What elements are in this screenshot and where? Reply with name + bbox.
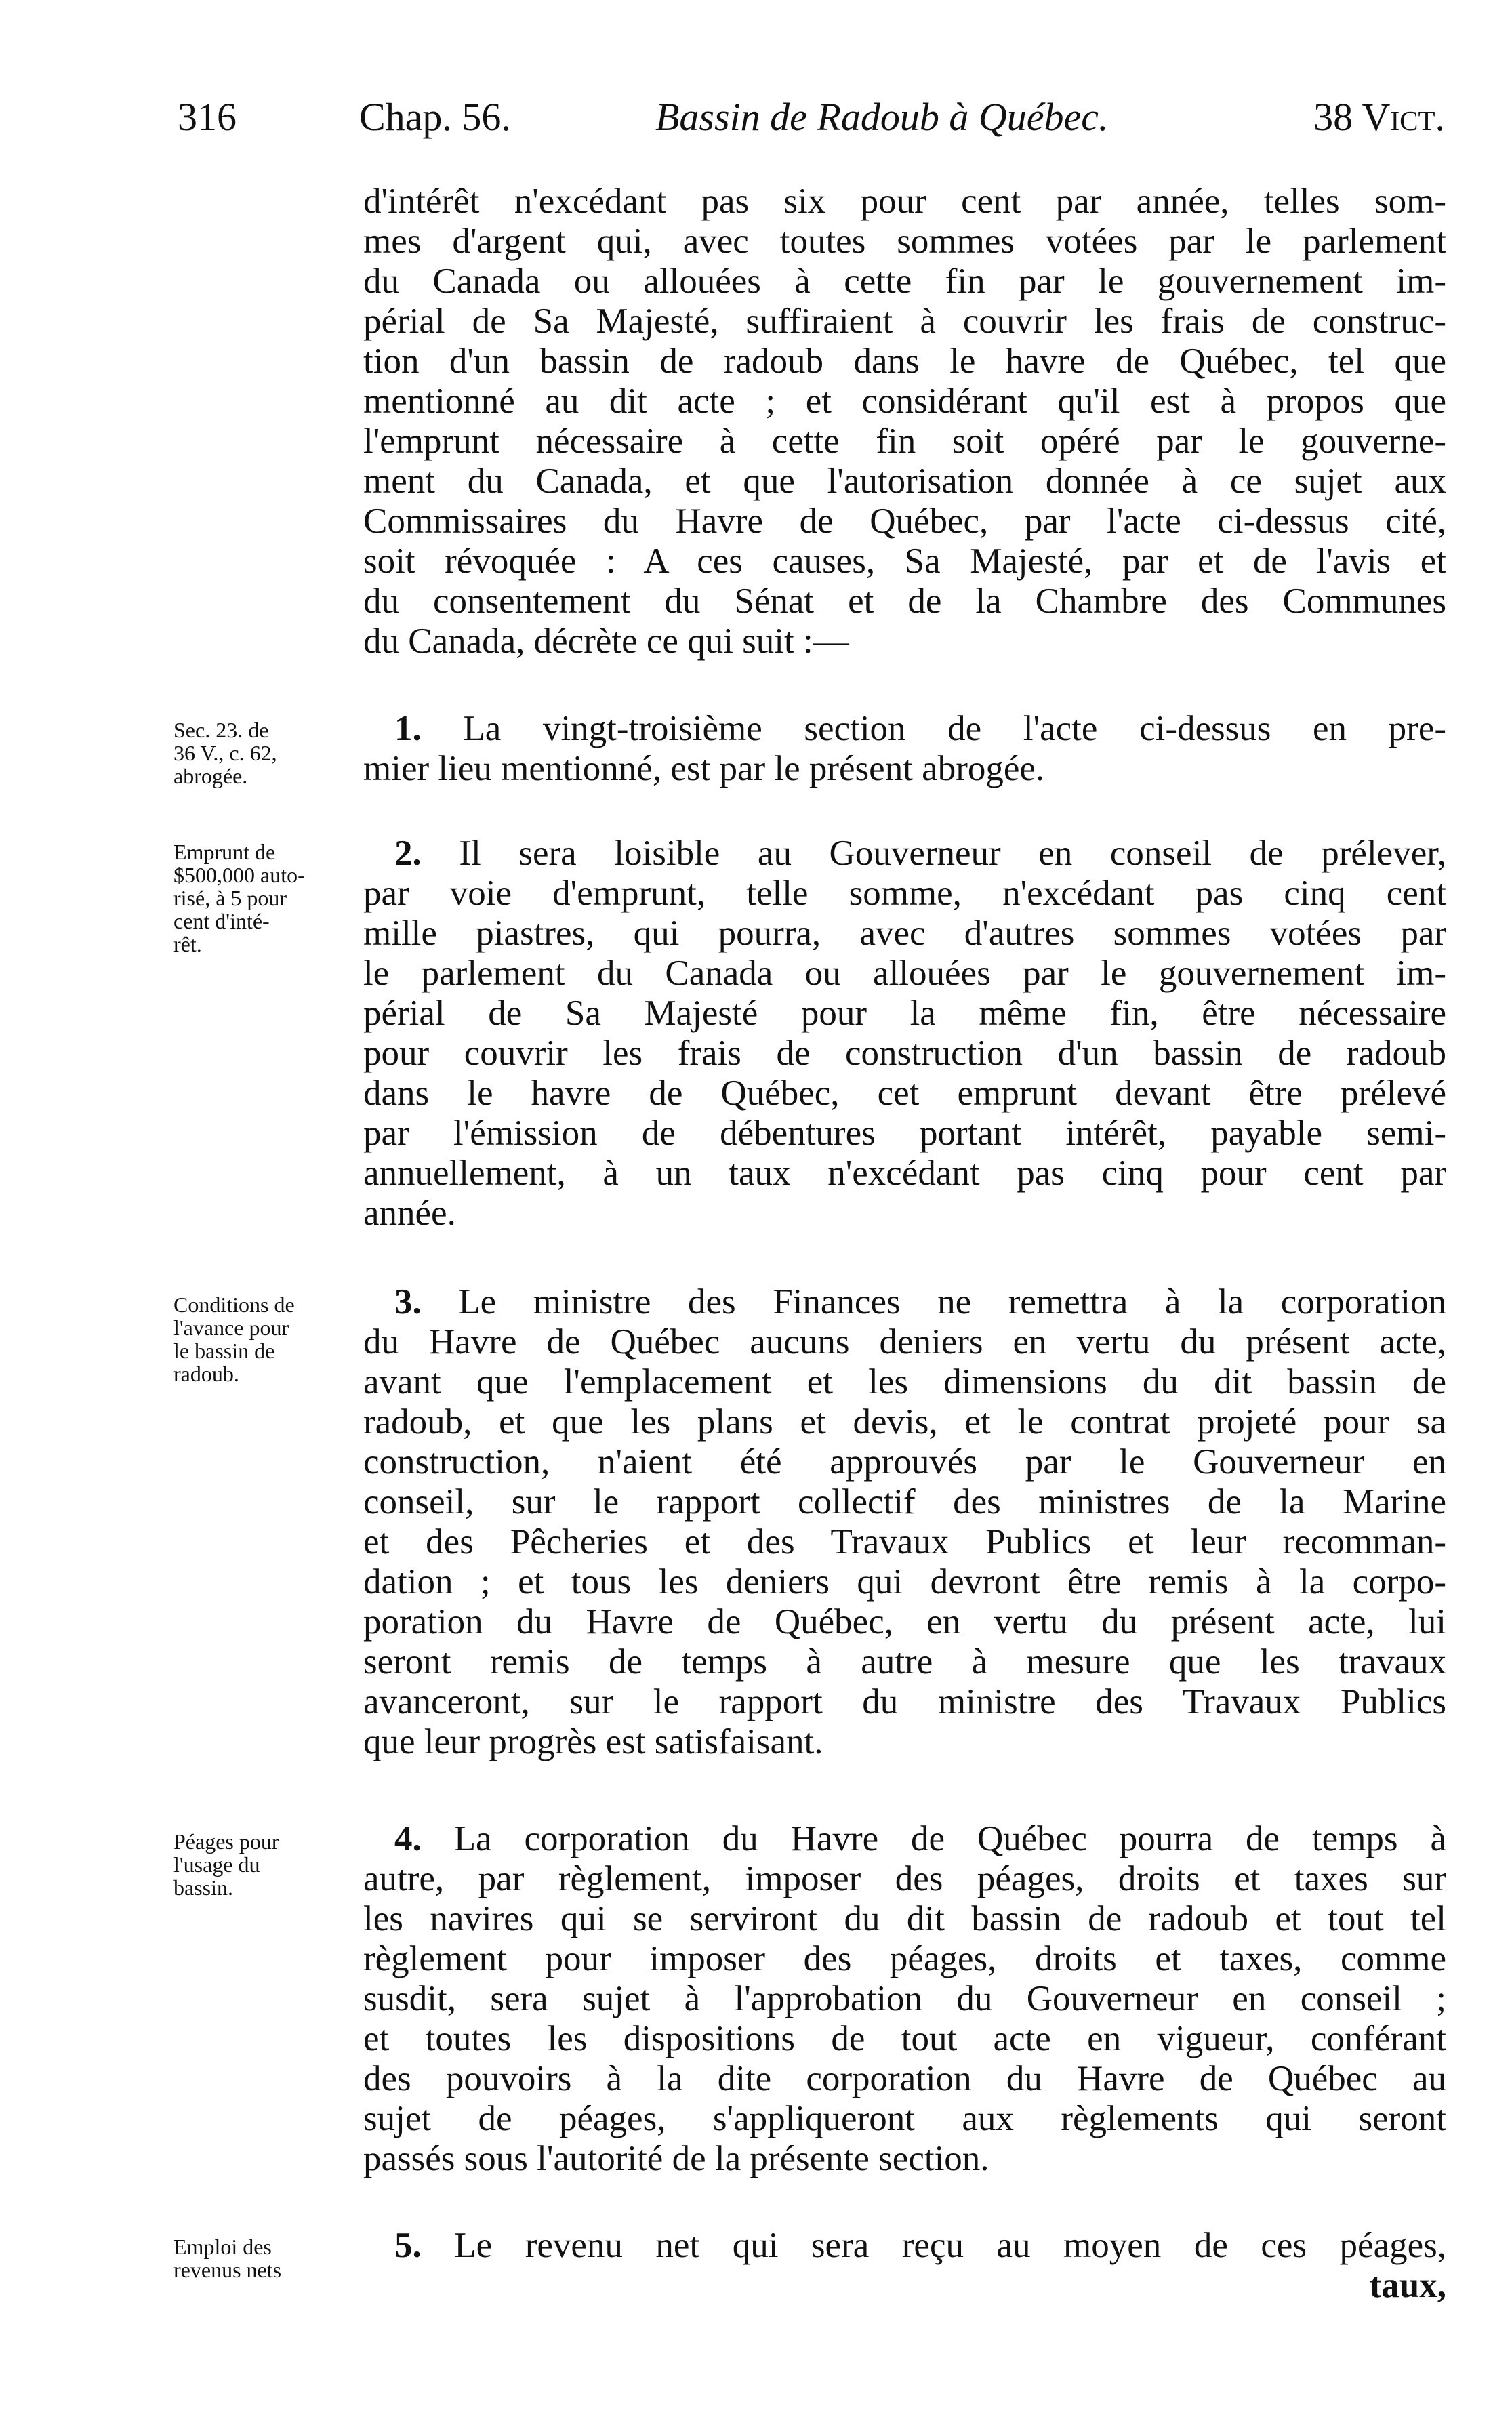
text-line: l'emprunt nécessaire à cette fin soit opéré par le gouverne- [363,422,1446,461]
margin-note-section-5 [173,2235,356,2281]
text-line: d'intérêt n'excédant pas six pour cent par année, telles som- [363,182,1446,221]
margin-note-line: Sec. 23. de [173,718,269,742]
text-line: radoub, et que les plans et devis, et le contrat projeté pour sa [363,1402,1446,1442]
margin-note-line: abrogée. [173,764,248,788]
section-2 [363,834,1446,1234]
chapter-label: Chap. 56. [359,95,511,139]
section-1 [363,709,1446,789]
margin-note-line: bassin. [173,1875,233,1900]
text-line: périal de Sa Majesté, suffiraient à couvrir les frais de construc- [363,302,1446,341]
margin-note-section-1 [173,718,356,788]
section-number: 5. [394,2226,422,2265]
text-line: La vingt-troisième section de l'acte ci-dessus en pre- [463,709,1447,748]
text-line: La corporation du Havre de Québec pourra de temps à [453,1819,1447,1858]
margin-note-section-3 [173,1293,356,1385]
section-5 [363,2226,1446,2306]
text-line: pour couvrir les frais de construction d'un bassin de radoub [363,1034,1446,1073]
text-line: mier lieu mentionné, est par le présent abrogée. [363,749,1045,788]
text-line: seront remis de temps à autre à mesure que les travaux [363,1642,1446,1682]
page-number: 316 [178,95,237,139]
text-line: année. [363,1194,456,1233]
margin-note-section-4 [173,1830,356,1899]
margin-note-line: radoub. [173,1362,239,1386]
margin-note-line: le bassin de [173,1339,275,1363]
margin-note-line: cent d'inté- [173,909,270,933]
text-line: passés sous l'autorité de la présente section. [363,2139,989,2178]
margin-note-line: 36 V., c. 62, [173,741,277,765]
margin-note-line: Emploi des [173,2235,272,2259]
section-4 [363,1819,1446,2179]
text-line: que leur progrès est satisfaisant. [363,1722,823,1761]
text-line: construction, n'aient été approuvés par le Gouverneur en [363,1442,1446,1482]
text-line: Le ministre des Finances ne remettra à la corporation [458,1282,1447,1322]
text-line: avant que l'emplacement et les dimensions du dit bassin de [363,1362,1446,1402]
margin-note-line: l'usage du [173,1852,260,1877]
margin-note-line: rêt. [173,932,202,956]
text-line: susdit, sera sujet à l'approbation du Gouverneur en conseil ; [363,1979,1446,2018]
section-number: 1. [394,709,422,748]
section-3 [363,1282,1446,1762]
text-line: autre, par règlement, imposer des péages, droits et taxes sur [363,1859,1446,1898]
margin-note-line: Emprunt de [173,840,276,864]
text-line: mille piastres, qui pourra, avec d'autres sommes votées par [363,914,1446,953]
section-number: 2. [394,834,422,873]
text-line: périal de Sa Majesté pour la même fin, être nécessaire [363,994,1446,1033]
margin-note-line: l'avance pour [173,1316,289,1340]
running-title: Bassin de Radoub à Québec. [655,95,1109,139]
margin-note-section-2 [173,840,356,956]
margin-note-line: Conditions de [173,1292,295,1317]
text-line: mes d'argent qui, avec toutes sommes votées par le parlement [363,222,1446,261]
margin-note-line: risé, à 5 pour [173,886,287,910]
text-line: mentionné au dit acte ; et considérant qu'il est à propos que [363,382,1446,421]
text-line: dation ; et tous les deniers qui devront être remis à la corpo- [363,1562,1446,1602]
text-line: Commissaires du Havre de Québec, par l'acte ci-dessus cité, [363,502,1446,541]
text-line: sujet de péages, s'appliqueront aux règlements qui seront [363,2099,1446,2138]
text-line: du Canada ou allouées à cette fin par le gouvernement im- [363,262,1446,301]
margin-note-line: Péages pour [173,1829,279,1854]
margin-note-line: revenus nets [173,2258,282,2282]
text-line: du Havre de Québec aucuns deniers en vertu du présent acte, [363,1322,1446,1362]
text-line: Le revenu net qui sera reçu au moyen de ces péages, [454,2226,1447,2265]
text-line: poration du Havre de Québec, en vertu du présent acte, lui [363,1602,1446,1642]
text-line: annuellement, à un taux n'excédant pas cinq pour cent par [363,1154,1446,1193]
text-line: règlement pour imposer des péages, droits et taxes, comme [363,1939,1446,1978]
text-line: du Canada, décrète ce qui suit :— [363,621,849,661]
catchword: taux, [1369,2266,1446,2305]
text-line: dans le havre de Québec, cet emprunt devant être prélevé [363,1074,1446,1113]
text-line: ment du Canada, et que l'autorisation donnée à ce sujet aux [363,462,1446,501]
section-number: 3. [394,1282,422,1322]
margin-note-line: $500,000 auto- [173,863,305,887]
text-line: et des Pêcheries et des Travaux Publics et leur recomman- [363,1522,1446,1562]
text-line: tion d'un bassin de radoub dans le havre de Québec, tel que [363,342,1446,381]
text-line: du consentement du Sénat et de la Chambre des Communes [363,582,1446,621]
text-line: le parlement du Canada ou allouées par le gouvernement im- [363,954,1446,993]
text-line: et toutes les dispositions de tout acte en vigueur, conférant [363,2019,1446,2058]
text-line: les navires qui se serviront du dit bassin de radoub et tout tel [363,1899,1446,1938]
text-line: par voie d'emprunt, telle somme, n'excédant pas cinq cent [363,874,1446,913]
text-line: Il sera loisible au Gouverneur en conseil de prélever, [459,834,1446,873]
text-line: des pouvoirs à la dite corporation du Havre de Québec au [363,2059,1446,2098]
text-line: par l'émission de débentures portant intérêt, payable semi- [363,1114,1446,1153]
text-line: soit révoquée : A ces causes, Sa Majesté, par et de l'avis et [363,542,1446,581]
text-line: conseil, sur le rapport collectif des ministres de la Marine [363,1482,1446,1522]
text-line: avanceront, sur le rapport du ministre des Travaux Publics [363,1682,1446,1721]
preamble-paragraph [363,182,1446,661]
section-number: 4. [394,1819,422,1858]
regnal-year: 38 Vict. [1313,95,1445,139]
running-head [178,94,1445,141]
